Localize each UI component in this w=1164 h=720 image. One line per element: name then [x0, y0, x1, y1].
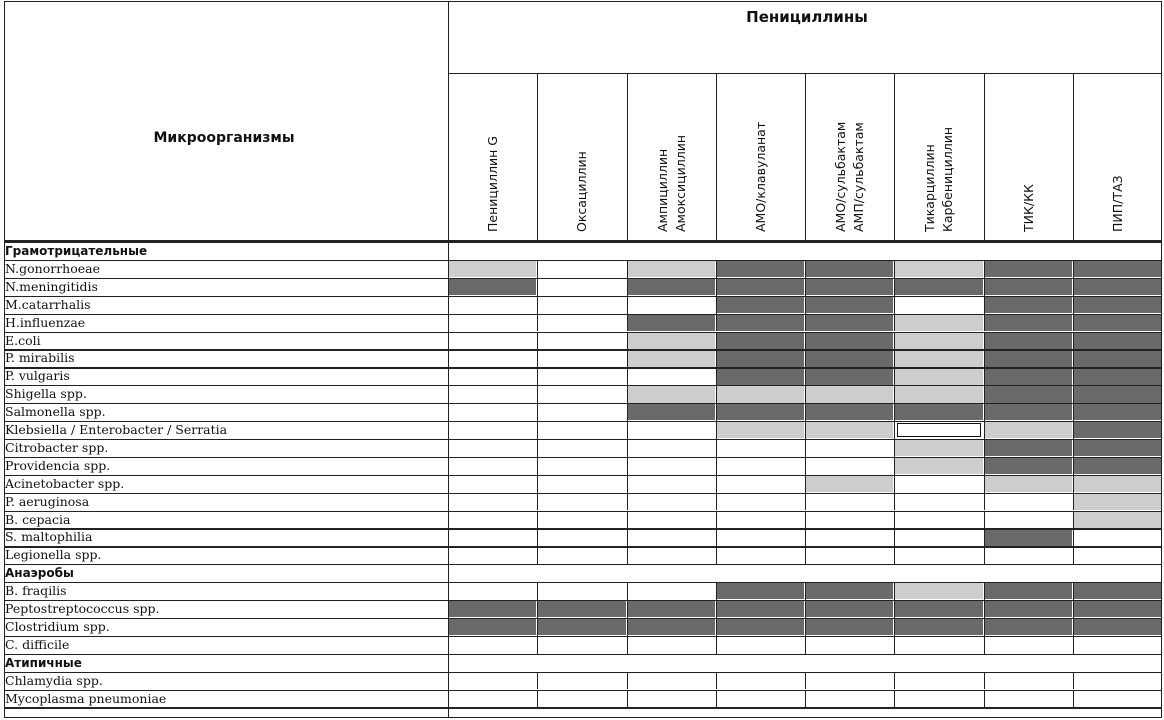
row-divider: [4, 636, 1162, 637]
group-label: Анаэробы: [5, 566, 74, 581]
row-divider: [4, 367, 1162, 368]
organism-label: Peptostreptococcus spp.: [5, 601, 160, 616]
column-divider: [984, 260, 985, 278]
organism-label: Mycoplasma pneumoniae: [5, 690, 167, 706]
column-divider: [627, 367, 628, 385]
column-divider: [894, 260, 895, 278]
drug-column-header: ПИП/ТАЗ: [1109, 175, 1125, 232]
drug-column-header: ТИК/КК: [1020, 184, 1036, 232]
column-divider: [805, 332, 806, 350]
column-divider: [1073, 475, 1074, 493]
drug-column-header: АМП/сульбактам: [850, 122, 866, 232]
column-divider: [627, 475, 628, 493]
organism-label: N.gonorrhoeae: [5, 260, 100, 276]
column-divider: [537, 582, 538, 600]
column-divider: [716, 457, 717, 475]
column-divider: [537, 457, 538, 475]
column-divider: [537, 73, 538, 240]
column-divider: [1073, 582, 1074, 600]
column-divider: [537, 332, 538, 350]
organism-label: Shigella spp.: [5, 386, 87, 402]
column-divider: [627, 278, 628, 296]
column-divider: [1073, 511, 1074, 529]
organism-label: B. cepacia: [5, 511, 71, 527]
column-divider: [1073, 278, 1074, 296]
column-divider: [627, 385, 628, 403]
drug-column-header: Карбенициллин: [940, 126, 955, 232]
column-divider: [805, 511, 806, 529]
row-divider: [4, 475, 1162, 476]
column-divider: [984, 296, 985, 314]
column-divider: [627, 403, 628, 421]
column-divider: [627, 546, 628, 564]
column-divider: [627, 439, 628, 457]
row-divider: [4, 457, 1162, 458]
column-divider: [716, 385, 717, 403]
column-divider: [984, 314, 985, 332]
column-divider: [537, 618, 538, 636]
drug-column-header: Тикарциллин: [922, 144, 937, 232]
organism-label: Citrobacter spp.: [5, 439, 109, 455]
column-divider: [805, 296, 806, 314]
column-divider: [894, 332, 895, 350]
column-divider: [537, 421, 538, 439]
column-divider: [805, 457, 806, 475]
row-divider: [4, 314, 1162, 315]
organism-label: P. vulgaris: [5, 368, 70, 384]
column-divider: [716, 349, 717, 367]
column-divider: [537, 260, 538, 278]
organism-label: C. difficile: [5, 636, 70, 652]
column-divider: [984, 439, 985, 457]
column-divider: [894, 511, 895, 529]
column-divider: [448, 1, 449, 718]
column-divider: [805, 367, 806, 385]
organism-label: S. maltophilia: [5, 529, 93, 545]
column-divider: [716, 618, 717, 636]
column-divider: [984, 672, 985, 690]
column-divider: [984, 511, 985, 529]
organism-label: M.catarrhalis: [5, 296, 91, 312]
column-divider: [1073, 546, 1074, 564]
column-divider: [627, 421, 628, 439]
row-divider: [4, 546, 1162, 547]
column-divider: [984, 421, 985, 439]
column-divider: [716, 493, 717, 511]
column-divider: [805, 493, 806, 511]
column-divider: [894, 528, 895, 546]
column-divider: [894, 493, 895, 511]
column-divider: [805, 528, 806, 546]
column-divider: [716, 636, 717, 654]
column-divider: [894, 672, 895, 690]
column-divider: [1073, 690, 1074, 708]
column-divider: [537, 672, 538, 690]
column-divider: [537, 528, 538, 546]
column-divider: [1073, 600, 1074, 618]
column-divider: [716, 475, 717, 493]
column-divider: [716, 546, 717, 564]
column-divider: [894, 618, 895, 636]
row-divider: [4, 707, 1162, 708]
column-divider: [537, 278, 538, 296]
column-divider: [894, 367, 895, 385]
column-divider: [894, 475, 895, 493]
organism-label: Klebsiella / Enterobacter / Serratia: [5, 422, 228, 437]
column-divider: [627, 332, 628, 350]
column-divider: [537, 296, 538, 314]
column-divider: [627, 296, 628, 314]
column-divider: [894, 600, 895, 618]
column-divider: [537, 403, 538, 421]
row-divider: [4, 260, 1162, 261]
column-divider: [627, 73, 628, 240]
column-divider: [984, 582, 985, 600]
organism-label: P. mirabilis: [5, 350, 75, 366]
column-divider: [894, 582, 895, 600]
drug-column-header: АМО/клавуланат: [752, 121, 768, 232]
column-divider: [537, 367, 538, 385]
column-divider: [805, 672, 806, 690]
column-divider: [984, 367, 985, 385]
column-divider: [1073, 672, 1074, 690]
column-divider: [984, 636, 985, 654]
organism-label: H.influenzae: [5, 314, 86, 330]
column-divider: [627, 457, 628, 475]
organism-label: Salmonella spp.: [5, 404, 106, 420]
column-divider: [984, 457, 985, 475]
column-divider: [805, 600, 806, 618]
organism-label: P. aeruginosa: [5, 493, 90, 509]
column-divider: [894, 314, 895, 332]
row-divider: [4, 385, 1162, 386]
column-divider: [805, 582, 806, 600]
column-divider: [716, 403, 717, 421]
column-divider: [805, 260, 806, 278]
row-divider: [4, 672, 1162, 673]
column-divider: [984, 278, 985, 296]
column-divider: [627, 528, 628, 546]
column-divider: [894, 690, 895, 708]
column-divider: [716, 600, 717, 618]
drug-column-header: Ампициллин: [654, 148, 670, 232]
row-divider: [4, 493, 1162, 494]
column-divider: [984, 690, 985, 708]
column-divider: [537, 385, 538, 403]
column-divider: [627, 672, 628, 690]
column-divider: [805, 73, 806, 240]
column-divider: [1073, 314, 1074, 332]
organism-label: N.meningitidis: [5, 278, 98, 294]
row-divider: [4, 403, 1162, 404]
column-divider: [805, 439, 806, 457]
row-divider: [4, 242, 1162, 243]
column-divider: [1073, 636, 1074, 654]
column-divider: [894, 73, 895, 240]
column-divider: [984, 385, 985, 403]
column-divider: [894, 421, 895, 439]
column-divider: [1073, 457, 1074, 475]
column-divider: [805, 314, 806, 332]
column-divider: [716, 690, 717, 708]
column-divider: [1073, 260, 1074, 278]
column-divider: [805, 385, 806, 403]
column-divider: [627, 493, 628, 511]
column-divider: [984, 349, 985, 367]
column-divider: [805, 546, 806, 564]
column-divider: [894, 278, 895, 296]
table-border: [4, 1, 1162, 718]
column-divider: [537, 511, 538, 529]
column-divider: [627, 636, 628, 654]
column-divider: [627, 582, 628, 600]
column-divider: [716, 296, 717, 314]
column-divider: [805, 636, 806, 654]
column-divider: [627, 349, 628, 367]
column-divider: [627, 314, 628, 332]
column-divider: [537, 636, 538, 654]
column-divider: [1073, 296, 1074, 314]
column-divider: [805, 618, 806, 636]
column-divider: [894, 439, 895, 457]
column-divider: [1073, 73, 1074, 240]
column-divider: [894, 296, 895, 314]
column-divider: [537, 493, 538, 511]
column-divider: [805, 278, 806, 296]
row-divider: [4, 618, 1162, 619]
organism-label: Acinetobacter spp.: [5, 475, 125, 491]
column-divider: [984, 528, 985, 546]
organism-label: Clostridium spp.: [5, 618, 110, 634]
column-divider: [627, 618, 628, 636]
column-divider: [716, 278, 717, 296]
column-divider: [984, 475, 985, 493]
column-divider: [716, 511, 717, 529]
column-divider: [1073, 385, 1074, 403]
column-divider: [716, 314, 717, 332]
row-divider: [4, 278, 1162, 279]
column-divider: [1073, 528, 1074, 546]
drug-column-header: АМО/сульбактам: [832, 121, 848, 232]
row-divider: [4, 564, 1162, 565]
column-divider: [537, 439, 538, 457]
column-divider: [984, 493, 985, 511]
row-divider: [4, 690, 1162, 691]
row-divider: [4, 600, 1162, 601]
column-divider: [894, 457, 895, 475]
column-divider: [716, 332, 717, 350]
column-divider: [805, 403, 806, 421]
column-divider: [984, 546, 985, 564]
column-divider: [894, 636, 895, 654]
column-divider: [627, 690, 628, 708]
column-divider: [1073, 332, 1074, 350]
column-divider: [984, 73, 985, 240]
column-divider: [984, 618, 985, 636]
drug-column-header: Оксациллин: [574, 151, 589, 232]
row-divider: [4, 332, 1162, 333]
row-divider: [4, 296, 1162, 297]
column-divider: [805, 349, 806, 367]
microorganisms-header: Микроорганизмы: [153, 130, 295, 146]
row-divider: [4, 654, 1162, 655]
column-divider: [805, 421, 806, 439]
column-divider: [537, 690, 538, 708]
column-divider: [537, 314, 538, 332]
column-divider: [716, 367, 717, 385]
group-label: Грамотрицательные: [5, 244, 148, 258]
drug-column-header: Пенициллин G: [484, 136, 500, 232]
drug-column-header: Амоксициллин: [672, 134, 688, 232]
column-divider: [984, 403, 985, 421]
column-divider: [1073, 618, 1074, 636]
column-divider: [716, 582, 717, 600]
group-label: Атипичные: [5, 655, 82, 670]
organism-label: Chlamydia spp.: [5, 672, 103, 688]
column-divider: [716, 672, 717, 690]
column-divider: [716, 73, 717, 240]
column-divider: [716, 439, 717, 457]
column-divider: [537, 349, 538, 367]
column-divider: [894, 546, 895, 564]
column-divider: [537, 475, 538, 493]
row-divider: [4, 528, 1162, 529]
header-divider: [448, 73, 1162, 74]
row-divider: [4, 582, 1162, 583]
column-divider: [1073, 493, 1074, 511]
column-divider: [1073, 421, 1074, 439]
organism-label: E.coli: [5, 332, 41, 348]
column-divider: [805, 690, 806, 708]
column-divider: [984, 332, 985, 350]
column-divider: [627, 600, 628, 618]
column-divider: [894, 385, 895, 403]
column-divider: [627, 511, 628, 529]
column-divider: [627, 260, 628, 278]
row-divider: [4, 439, 1162, 440]
column-divider: [716, 421, 717, 439]
column-divider: [1073, 349, 1074, 367]
organism-label: B. fraqilis: [5, 583, 67, 599]
column-divider: [537, 600, 538, 618]
organism-label: Legionella spp.: [5, 547, 102, 563]
column-divider: [1073, 403, 1074, 421]
column-divider: [805, 475, 806, 493]
column-divider: [716, 528, 717, 546]
row-divider: [4, 349, 1162, 350]
row-divider: [4, 511, 1162, 512]
column-divider: [1073, 439, 1074, 457]
organism-label: Providencia spp.: [5, 457, 111, 473]
column-divider: [894, 403, 895, 421]
column-divider: [537, 546, 538, 564]
column-divider: [984, 600, 985, 618]
penicillins-group-header: Пенициллины: [746, 8, 868, 26]
column-divider: [716, 260, 717, 278]
column-divider: [894, 349, 895, 367]
column-divider: [1073, 367, 1074, 385]
